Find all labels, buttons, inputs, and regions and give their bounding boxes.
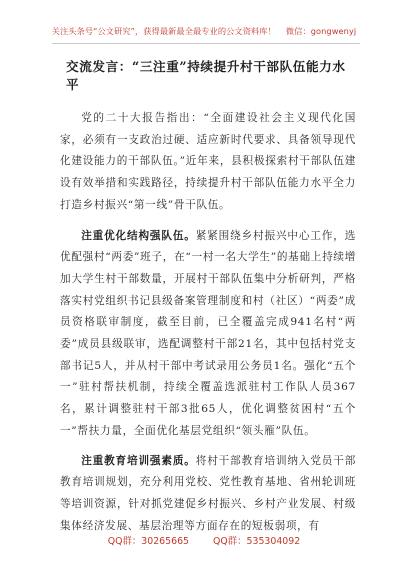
footer-qq-group-1: QQ群：30265665 [107, 536, 190, 547]
section2-paragraph [60, 451, 356, 538]
document-body [60, 58, 356, 537]
header-wechat: 微信：gongwenyj [285, 26, 357, 36]
section1-lead: 注重优化结构强队伍。 [81, 229, 196, 242]
section1-paragraph [60, 226, 356, 443]
section2-lead: 注重教育培训强素质。 [81, 454, 196, 467]
footer-qq-group-2: QQ群：535304092 [213, 536, 301, 547]
document-title: 交流发言：“三注重”持续提升村干部队伍能力水平 [66, 59, 346, 92]
section2-body: 将村干部教育培训纳入党员干部教育培训规划，充分利用党校、党性教育基地、省州轮训班等培训资源，针对抓党建促乡村振兴、乡村产业发展、村级集体经济发展、基层治理等方面存在的短板弱项，有 [60, 454, 356, 532]
intro-paragraph: 党的二十大报告指出：“全面建设社会主义现代化国家，必须有一支政治过硬、适应新时代要求、具备领导现代化建设能力的干部队伍。”近年来，县积极探索村干部队伍建设有效举措和实践路径，持续提升村干部队伍能力水平全力打造乡村振兴“第一线”骨干队伍。 [60, 112, 356, 211]
page-header [0, 26, 408, 37]
header-notice: 关注头条号“公文研究”，获得最新最全最专业的公文资料库！ [51, 26, 276, 36]
page-footer [0, 533, 408, 547]
header-divider [52, 43, 360, 44]
section1-body: 紧紧围绕乡村振兴中心工作，选优配强村“两委”班子，在“一村一名大学生”的基础上持续增加大学生村干部数量，开展村干部队伍集中分析研判，严格落实村党组织书记县级备案管理制度和村（社区）“两委”成员资格联审制度，截至目前，已全覆盖完成941名村“两委”成员县级联审，选配调整村干部21名，其中包括村党支部书记5人，并从村干部中考试录用公务员1名。强化“五个一”驻村帮扶机制，持续全覆盖选派驻村工作队人员367名，累计调整驻村干部3批65人，优化调整贫困村“五个一”帮扶力量，全面优化基层党组织“领头雁”队伍。 [60, 229, 356, 437]
